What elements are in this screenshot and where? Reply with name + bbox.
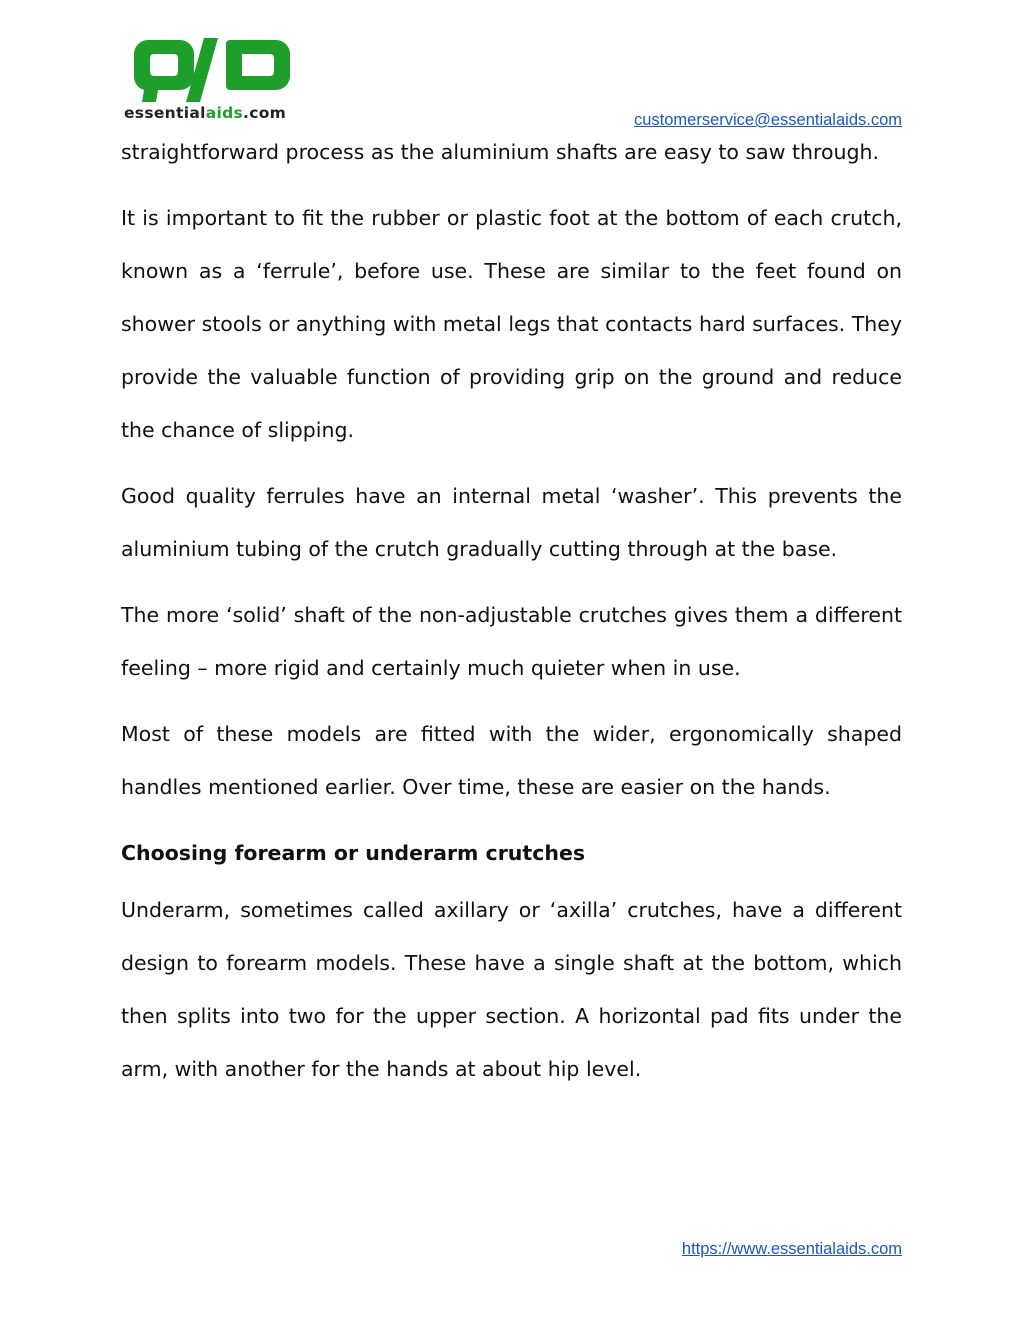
paragraph: Underarm, sometimes called axillary or ‘axilla’ crutches, have a different design to forearm models. These have a single shaft at the bottom, which then splits into two for the upper section. A horizontal pad fits under the arm, with another for the hands at about hip level. bbox=[121, 898, 902, 1081]
paragraph: Most of these models are fitted with the wider, ergonomically shaped handles mentioned earlier. Over time, these are easier on the hands. bbox=[121, 722, 902, 799]
paragraph: Good quality ferrules have an internal metal ‘washer’. This prevents the aluminium tubing of the crutch gradually cutting through at the base. bbox=[121, 484, 902, 561]
section-heading: Choosing forearm or underarm crutches bbox=[121, 841, 586, 865]
email-link[interactable]: customerservice@essentialaids.com bbox=[633, 111, 902, 129]
paragraph: It is important to fit the rubber or plastic foot at the bottom of each crutch, known as a ‘ferrule’, before use. These are similar to the feet found on shower stools or anything with metal legs that contacts hard surfaces. They provide the valuable function of providing grip on the ground and reduce the chance of slipping. bbox=[121, 206, 902, 442]
paragraph: straightforward process as the aluminium shafts are easy to saw through. bbox=[121, 140, 880, 164]
logo-wordmark: essentialaids.com bbox=[124, 104, 287, 122]
website-link[interactable]: https://www.essentialaids.com bbox=[681, 1240, 902, 1258]
body-text bbox=[121, 126, 902, 1109]
paragraph: The more ‘solid’ shaft of the non-adjustable crutches gives them a different feeling – more rigid and certainly much quieter when in use. bbox=[121, 603, 902, 680]
